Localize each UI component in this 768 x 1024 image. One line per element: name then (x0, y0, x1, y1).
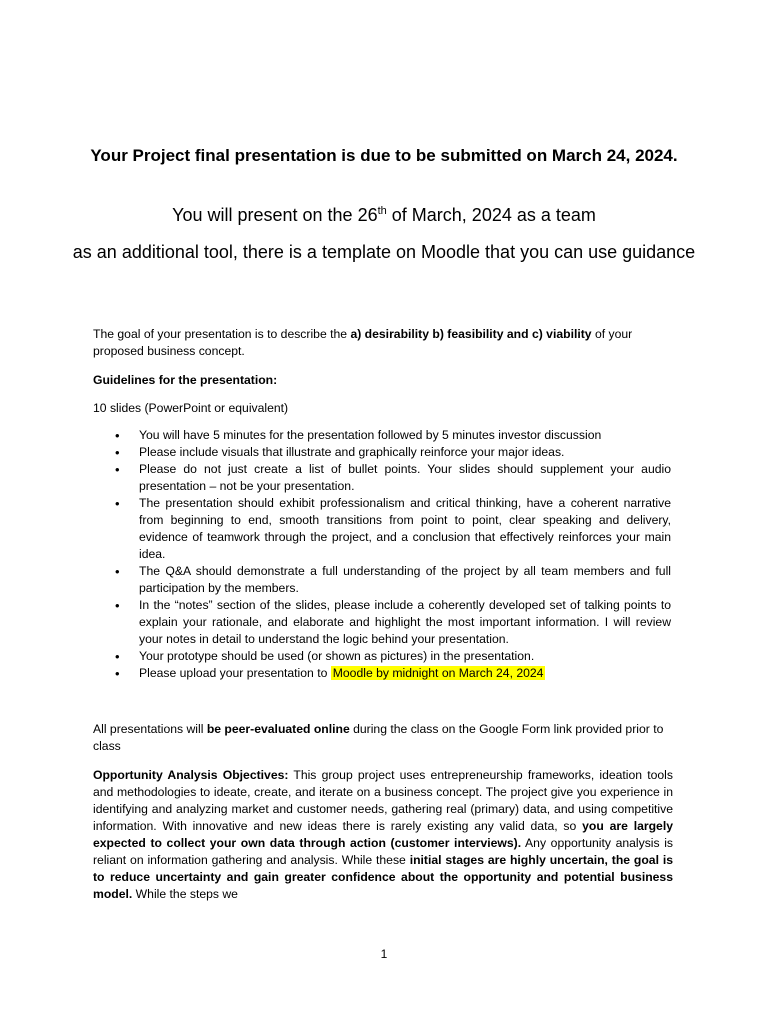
list-item: • The Q&A should demonstrate a full understanding of the project by all team members and full participation by the members. (93, 563, 671, 597)
page-title: Your Project final presentation is due to be submitted on March 24, 2024. (90, 146, 678, 165)
list-item: • In the “notes” section of the slides, please include a coherently developed set of talking points to explain your rationale, and elaborate and highlight the most important information. I will review your notes in detail to understand the logic behind your presentation. (93, 597, 671, 648)
guidelines-heading: Guidelines for the presentation: (93, 373, 278, 387)
slides-line: 10 slides (PowerPoint or equivalent) (93, 401, 289, 415)
goal-text-end: of your proposed business concept. (93, 327, 633, 358)
upload-text: Please upload your presentation to (139, 666, 331, 680)
presentation-date-line (60, 203, 708, 227)
opportunity-bold-1: you are largely expected to collect your own data through action (customer interviews). (93, 819, 673, 850)
subtitle-post: of March, 2024 as a team (386, 205, 596, 225)
opportunity-text-2: Any opportunity analysis is reliant on information gathering and analysis. While these (93, 836, 674, 867)
opportunity-text-3: While the steps we (132, 887, 238, 901)
opportunity-text-1: This group project uses entrepreneurship frameworks, ideation tools and methodologies to ideate, create, and iterate on a business concept. The project give you experience in identifying and analyzing market and customer needs, gathering real (primary) data, and using competitive information. With innovative and new ideas there is rarely existing any valid data, so (93, 768, 673, 833)
template-note: as an additional tool, there is a template on Moodle that you can use guidance (72, 242, 696, 262)
list-item: • The presentation should exhibit professionalism and critical thinking, have a coherent narrative from beginning to end, smooth transitions from point to point, clear speaking and delivery, evidence of teamwork through the project, and a conclusion that effectively reinforces your main idea. (93, 495, 671, 563)
goal-bold: a) desirability b) feasibility and c) viability (350, 327, 592, 341)
page-number: 1 (380, 947, 388, 961)
peer-evaluation-paragraph (93, 721, 673, 755)
peer-bold: be peer-evaluated online (206, 722, 350, 736)
peer-text-end: during the class on the Google Form link provided prior to class (93, 722, 664, 753)
opportunity-label: Opportunity Analysis Objectives: (93, 768, 289, 782)
opportunity-bold-2: initial stages are highly uncertain, the goal is to reduce uncertainty and gain greater confidence about the opportunity and potential business model. (93, 853, 673, 901)
guidelines-list (93, 427, 671, 682)
peer-text: All presentations will (93, 722, 207, 736)
list-item: • You will have 5 minutes for the presentation followed by 5 minutes investor discussion (93, 427, 671, 444)
goal-text: The goal of your presentation is to describe the (93, 327, 351, 341)
list-item: • Please do not just create a list of bullet points. Your slides should supplement your audio presentation – not be your presentation. (93, 461, 671, 495)
list-item: • Your prototype should be used (or shown as pictures) in the presentation. (93, 648, 671, 665)
list-item-upload (93, 665, 671, 682)
list-item: • Please include visuals that illustrate and graphically reinforce your major ideas. (93, 444, 671, 461)
subtitle-superscript: th (377, 205, 387, 217)
subtitle-pre: You will present on the 26 (172, 205, 378, 225)
goal-paragraph (93, 326, 673, 360)
upload-deadline-highlight: Moodle by midnight on March 24, 2024 (332, 666, 544, 680)
opportunity-paragraph (93, 767, 673, 903)
